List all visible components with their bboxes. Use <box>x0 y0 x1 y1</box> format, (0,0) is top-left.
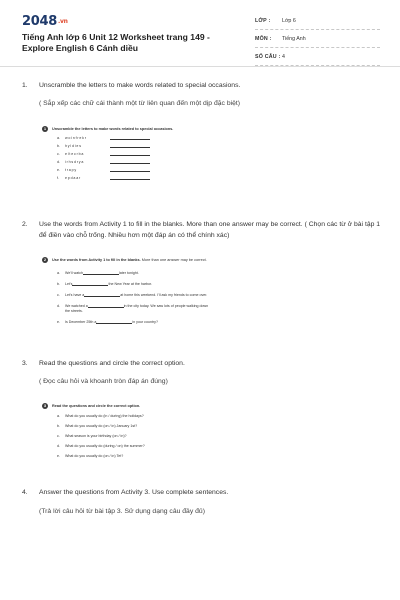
item-letter: e. <box>57 454 60 458</box>
logo-text: 2048 <box>22 14 57 29</box>
item-question[interactable]: What do you usually do (on / in) January 1st? <box>65 424 138 428</box>
item-letter: c. <box>57 293 60 297</box>
item-text-before: We'll watch <box>65 271 83 275</box>
scramble-item <box>57 152 150 156</box>
exercise-instruction <box>52 127 173 131</box>
item-letter: a. <box>57 271 60 275</box>
scramble-item <box>57 136 150 140</box>
answer-blank[interactable] <box>83 274 119 275</box>
answer-blank[interactable] <box>72 285 108 286</box>
item-letter: d. <box>57 160 60 164</box>
worksheet-header <box>0 0 400 62</box>
answer-blank[interactable] <box>110 139 150 140</box>
instruction-bold: Unscramble the letters to make words related to special occasions. <box>52 127 174 131</box>
item-text-after: in your country? <box>132 320 158 324</box>
item-letter: b. <box>57 144 60 148</box>
item-text-before: We watched a <box>65 304 88 308</box>
question-text: Read the questions and circle the correct option. <box>39 360 185 367</box>
meta-value: Lớp 6 <box>282 18 296 24</box>
meta-row-class <box>255 15 380 30</box>
site-logo[interactable] <box>22 14 68 29</box>
fill-blank-continuation: the streets. <box>65 309 83 313</box>
answer-blank[interactable] <box>110 155 150 156</box>
header-divider <box>0 66 400 67</box>
item-letter: e. <box>57 320 60 324</box>
item-question[interactable]: What do you usually do (on / in) Tet? <box>65 454 124 458</box>
item-letter: e. <box>57 168 60 172</box>
meta-row-count <box>255 51 380 66</box>
item-letter: d. <box>57 304 60 308</box>
instruction-bold: Read the questions and circle the correct option. <box>52 404 141 408</box>
exercise-badge: 1 <box>43 126 47 131</box>
fill-blank-item <box>57 320 158 324</box>
scrambled-word: trapy <box>65 168 77 172</box>
scrambled-word: epdaar <box>65 176 81 180</box>
question-number: 3. <box>22 360 28 367</box>
item-letter: b. <box>57 282 60 286</box>
meta-label: MÔN : <box>255 36 272 42</box>
circle-option-item <box>57 444 145 448</box>
meta-label: LỚP : <box>255 18 271 24</box>
answer-blank[interactable] <box>110 147 150 148</box>
scrambled-word: eltecrba <box>65 152 85 156</box>
answer-blank[interactable] <box>96 323 132 324</box>
meta-value: 4 <box>282 54 285 60</box>
question-text: Use the words from Activity 1 to fill in the blanks. More than one answer may be correct. ( Chọn các từ ở bài tập 1 để điền vào chỗ trống. Nhiều hơn một đáp án có thể chính xác) <box>39 221 381 239</box>
answer-blank[interactable] <box>88 307 124 308</box>
scrambled-word: woinfrekr <box>65 136 87 140</box>
scrambled-word: hyldies <box>65 144 82 148</box>
item-question[interactable]: What season is your birthday (on / in)? <box>65 434 127 438</box>
item-text-after: the New Year at the harbor. <box>108 282 153 286</box>
scramble-item <box>57 176 150 180</box>
item-letter: a. <box>57 414 60 418</box>
fill-blank-item <box>57 304 208 308</box>
question-text: Answer the questions from Activity 3. Use complete sentences. <box>39 489 229 496</box>
logo-suffix: .vn <box>57 18 68 25</box>
item-question[interactable]: What do you usually do (in / during) the holidays? <box>65 414 144 418</box>
item-text-after: at home this weekend. I'll ask my friends to come over. <box>120 293 208 297</box>
item-letter: b. <box>57 424 60 428</box>
item-letter: a. <box>57 136 60 140</box>
item-text-after: in the city today. We saw lots of people walking down <box>123 304 209 308</box>
question-number: 1. <box>22 82 28 89</box>
scramble-item <box>57 168 150 172</box>
question-number: 2. <box>22 221 28 228</box>
question-translation: (Trả lời câu hỏi từ bài tập 3. Sử dụng dạng câu đầy đủ) <box>39 508 205 515</box>
question-translation: ( Đọc câu hỏi và khoanh tròn đáp án đúng) <box>39 378 168 385</box>
worksheet-title: Tiếng Anh lớp 6 Unit 12 Worksheet trang 149 - Explore English 6 Cánh diều <box>22 32 210 53</box>
exercise-badge: 2 <box>43 257 47 262</box>
exercise-badge: 3 <box>43 403 47 408</box>
circle-option-item <box>57 414 144 418</box>
meta-value: Tiếng Anh <box>282 36 306 42</box>
answer-blank[interactable] <box>110 171 150 172</box>
fill-blank-item <box>57 293 207 297</box>
item-text-after: later tonight. <box>119 271 139 275</box>
item-text-before: Is December 25th a <box>65 320 97 324</box>
item-letter: c. <box>57 152 60 156</box>
question-translation: ( Sắp xếp các chữ cái thành một từ liên quan đến một dịp đặc biệt) <box>39 100 241 107</box>
scramble-item <box>57 144 150 148</box>
question-number: 4. <box>22 489 28 496</box>
item-text-before: Let's have a <box>65 293 85 297</box>
circle-option-item <box>57 424 137 428</box>
item-text-before: Let's <box>65 282 73 286</box>
item-letter: f. <box>57 176 59 180</box>
answer-blank[interactable] <box>84 296 120 297</box>
exercise-instruction <box>52 258 207 262</box>
fill-blank-item <box>57 271 139 275</box>
scramble-item <box>57 160 150 164</box>
answer-blank[interactable] <box>110 179 150 180</box>
scrambled-word: irhsdrya <box>65 160 85 164</box>
circle-option-item <box>57 454 123 458</box>
answer-blank[interactable] <box>110 163 150 164</box>
item-question[interactable]: What do you usually do (during / on) the summer? <box>65 444 145 448</box>
instruction-bold: Use the words from Activity 1 to fill in the blanks. <box>52 258 141 262</box>
question-text: Unscramble the letters to make words related to special occasions. <box>39 82 241 89</box>
meta-label: SỐ CÂU : <box>255 54 281 60</box>
meta-row-subject <box>255 33 380 48</box>
circle-option-item <box>57 434 127 438</box>
exercise-instruction <box>52 404 140 408</box>
instruction-rest: More than one answer may be correct. <box>140 258 207 262</box>
item-letter: c. <box>57 434 60 438</box>
worksheet-meta <box>255 15 380 69</box>
item-letter: d. <box>57 444 60 448</box>
fill-blank-item <box>57 282 152 286</box>
